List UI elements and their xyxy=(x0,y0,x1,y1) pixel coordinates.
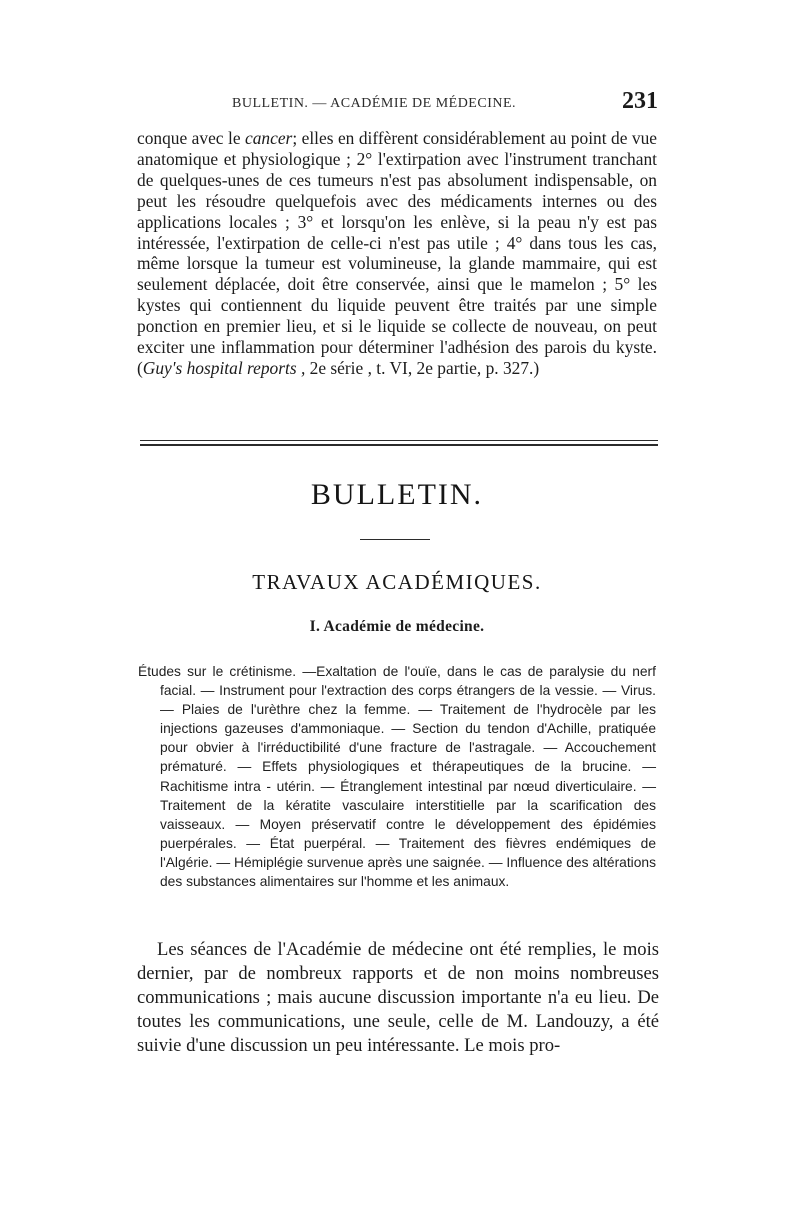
paragraph-1-citation-details: 2e série , t. VI, 2e partie, p. 327.) xyxy=(305,357,540,378)
session-summary: Études sur le crétinisme. —Exaltation de l'ouïe, dans le cas de paralysie du nerf facial. — Instrument pour l'extraction des corps étrangers de la vessie. — Virus. — Plaies de l'urèthre chez la femme. — Traitement de l'hydrocèle par les injections gazeuses d'ammoniaque. — Section du tendon d'Achille, pratiquée pour obvier à l'irréductibilité d'une fracture de l'astragale. — Accouchement prématuré. — Effets physiologiques et thérapeutiques de la brucine. — Rachitisme intra - utérin. — Étranglement intestinal par nœud diverticulaire. — Traitement de la kératite vasculaire interstitielle par la scarification des vaisseaux. — Moyen préservatif contre le développement des épidémies puerpérales. — État puerpéral. — Traitement des fièvres endémiques de l'Algérie. — Hémiplégie survenue après une saignée. — Influence des altérations des substances alimentaires sur l'homme et les animaux. xyxy=(138,664,656,890)
heading-underline xyxy=(360,539,430,540)
paragraph-academy-sessions: Les séances de l'Académie de médecine ont été remplies, le mois dernier, par de nombreux rapports et de non moins nombreuses communications ; mais aucune discussion importante n'a eu lieu. De toutes les communications, une seule, celle de M. Landouzy, a été suivie d'une discussion un peu intéressante. Le mois pro- xyxy=(137,939,659,1056)
subsection-heading: I. Académie de médecine. xyxy=(309,618,485,635)
running-head-title: BULLETIN. — ACADÉMIE DE MÉDECINE. xyxy=(232,96,517,111)
paragraph-1-text-a: conque avec le xyxy=(137,128,245,148)
paragraph-1-citation-source: Guy's hospital reports , xyxy=(142,357,306,378)
divider-rule-thick xyxy=(140,444,658,446)
running-head xyxy=(140,88,658,122)
paragraph-cancer-conclusion xyxy=(137,128,657,379)
page-number: 231 xyxy=(622,88,658,114)
section-heading: TRAVAUX ACADÉMIQUES. xyxy=(252,570,542,594)
bulletin-heading: BULLETIN. xyxy=(310,478,484,511)
divider-rule-thin xyxy=(140,440,658,441)
paragraph-1-text-b: ; elles en diffèrent considérablement au point de vue anatomique et physiologique ; 2° l'extirpation avec l'instrument tranchant de quelques-unes de ces tumeurs n'est pas absolument indispensable, on peut les résoudre quelquefois avec des médicaments internes ou des applications locales ; 3° et lorsqu'on les enlève, si la peau n'y est pas intéressée, l'extirpation de celle-ci n'est pas utile ; 4° dans tous les cas, même lorsque la tumeur est volumineuse, la glande mammaire, qui est seulement déplacée, doit être conservée, ainsi que le mamelon ; 5° les kystes qui contiennent du liquide peuvent être traités par une simple ponction en premier lieu, et si le liquide se collecte de nouveau, on peut exciter une inflammation pour déterminer l'adhésion des parois du kyste. ( xyxy=(137,128,657,378)
paragraph-1-italic-cancer: cancer xyxy=(245,128,293,148)
